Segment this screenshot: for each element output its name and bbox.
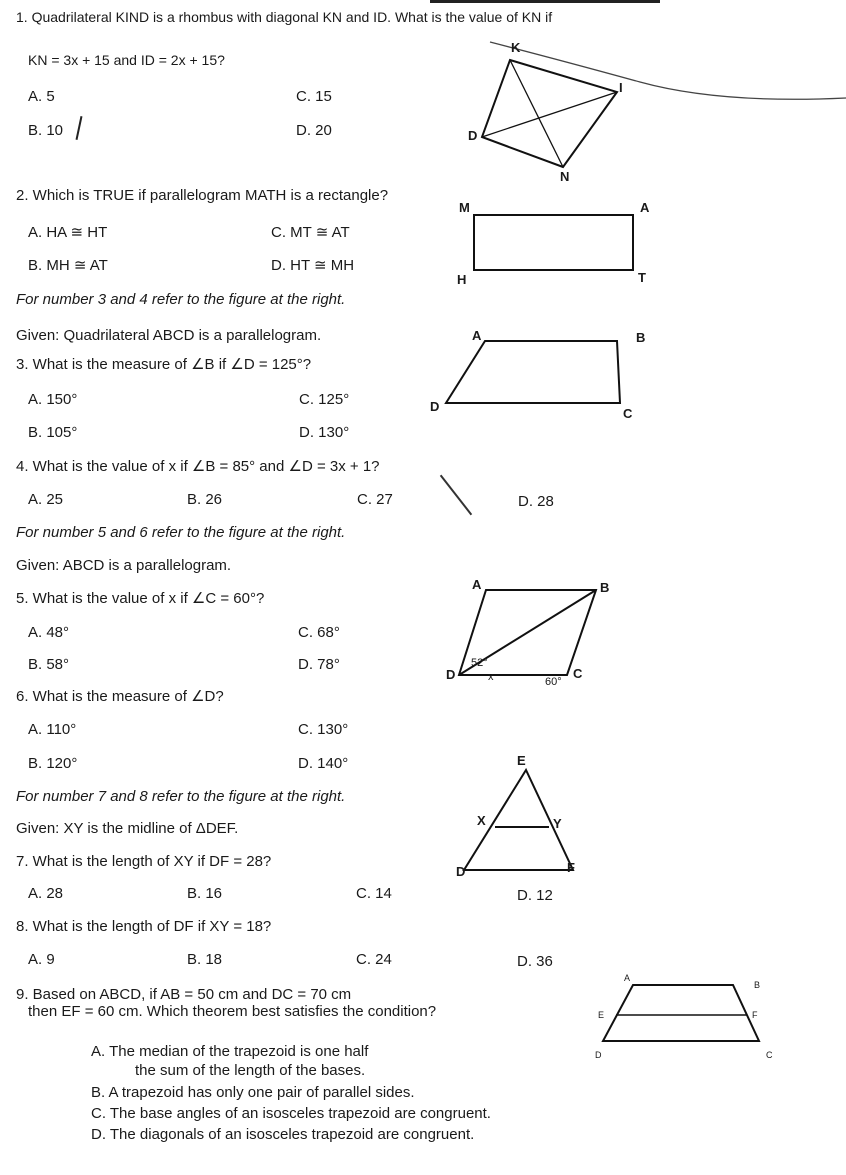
fig34-label-b: B <box>636 330 646 345</box>
q7-choice-c[interactable]: C. 14 <box>356 885 392 902</box>
fig34-label-a: A <box>472 328 482 343</box>
q9-stem-line1: 9. Based on ABCD, if AB = 50 cm and DC = 70 cm <box>16 986 352 1003</box>
q9-fig-label-c: C <box>766 1050 773 1060</box>
q6-choice-a[interactable]: A. 110° <box>28 721 77 738</box>
q1-fig-label-d: D <box>468 128 478 143</box>
fig78-label-y: Y <box>553 816 562 831</box>
q9-choice-a-line2[interactable]: the sum of the length of the bases. <box>135 1062 366 1079</box>
fig56-angle-52: 52° <box>471 657 488 669</box>
q2-choice-c[interactable]: C. MT ≅ AT <box>271 224 350 241</box>
q9-choice-d[interactable]: D. The diagonals of an isosceles trapezoid are congruent. <box>91 1126 475 1143</box>
q9-choice-b[interactable]: B. A trapezoid has only one pair of parallel sides. <box>91 1084 415 1101</box>
q5-choice-b[interactable]: B. 58° <box>28 656 70 673</box>
q9-fig-label-a: A <box>624 973 631 983</box>
q1-choice-d[interactable]: D. 20 <box>296 122 332 139</box>
q6-choice-c[interactable]: C. 130° <box>298 721 349 738</box>
q5-choice-a[interactable]: A. 48° <box>28 624 70 641</box>
q9-fig-label-f: F <box>752 1010 758 1020</box>
q3-choice-a[interactable]: A. 150° <box>28 391 78 408</box>
q2-choice-d[interactable]: D. HT ≅ MH <box>271 257 355 274</box>
q4-choice-a[interactable]: A. 25 <box>28 491 64 508</box>
q2-fig-label-t: T <box>638 270 646 285</box>
q8-choice-c[interactable]: C. 24 <box>356 951 392 968</box>
q5-choice-c[interactable]: C. 68° <box>298 624 340 641</box>
q9-fig-label-e: E <box>598 1010 605 1020</box>
fig56-angle-60: 60° <box>545 676 562 688</box>
q5-choice-d[interactable]: D. 78° <box>298 656 340 673</box>
q1-fig-label-i: I <box>619 80 623 95</box>
q3-stem: 3. What is the measure of ∠B if ∠D = 125°? <box>16 356 312 373</box>
q4-choice-c[interactable]: C. 27 <box>357 491 393 508</box>
q6-choice-d[interactable]: D. 140° <box>298 755 349 772</box>
intro-5-6: For number 5 and 6 refer to the figure at the right. <box>16 524 346 541</box>
fig34-label-d: D <box>430 399 440 414</box>
q2-fig-label-h: H <box>457 272 467 287</box>
fig56-angle-x: x <box>488 671 494 683</box>
q8-choice-a[interactable]: A. 9 <box>28 951 55 968</box>
q8-choice-b[interactable]: B. 18 <box>187 951 223 968</box>
q8-choice-d[interactable]: D. 36 <box>517 953 553 970</box>
q1-stem-line2: KN = 3x + 15 and ID = 2x + 15? <box>28 52 225 68</box>
q5-stem: 5. What is the value of x if ∠C = 60°? <box>16 590 265 607</box>
q3-choice-d[interactable]: D. 130° <box>299 424 350 441</box>
q1-choice-a[interactable]: A. 5 <box>28 88 55 105</box>
q1-fig-label-k: K <box>511 40 521 55</box>
fig34-label-c: C <box>623 406 633 421</box>
q7-stem: 7. What is the length of XY if DF = 28? <box>16 853 272 870</box>
q7-choice-d[interactable]: D. 12 <box>517 887 553 904</box>
fig56-label-d: D <box>446 667 456 682</box>
fig78-label-f: F <box>567 860 575 875</box>
q8-stem: 8. What is the length of DF if XY = 18? <box>16 918 272 935</box>
given-5-6: Given: ABCD is a parallelogram. <box>16 557 232 574</box>
fig56-label-c: C <box>573 666 583 681</box>
q9-fig-label-b: B <box>754 980 761 990</box>
given-7-8: Given: XY is the midline of ΔDEF. <box>16 820 239 837</box>
q6-choice-b[interactable]: B. 120° <box>28 755 78 772</box>
q3-choice-b[interactable]: B. 105° <box>28 424 78 441</box>
fig78-label-e: E <box>517 753 526 768</box>
q9-choice-a-line1[interactable]: A. The median of the trapezoid is one half <box>91 1043 369 1060</box>
q9-choice-c[interactable]: C. The base angles of an isosceles trapezoid are congruent. <box>91 1105 491 1122</box>
q7-choice-a[interactable]: A. 28 <box>28 885 64 902</box>
intro-3-4: For number 3 and 4 refer to the figure at the right. <box>16 291 346 308</box>
q2-choice-a[interactable]: A. HA ≅ HT <box>28 224 108 241</box>
q9-fig-label-d: D <box>595 1050 602 1060</box>
q2-fig-label-a: A <box>640 200 650 215</box>
q2-fig-label-m: M <box>459 200 470 215</box>
q3-choice-c[interactable]: C. 125° <box>299 391 350 408</box>
q4-choice-b[interactable]: B. 26 <box>187 491 223 508</box>
fig78-label-d: D <box>456 864 466 879</box>
q1-fig-label-n: N <box>560 169 570 184</box>
q9-stem-line2: then EF = 60 cm. Which theorem best satisfies the condition? <box>28 1003 437 1020</box>
q6-stem: 6. What is the measure of ∠D? <box>16 688 224 705</box>
q1-stem-line1: 1. Quadrilateral KIND is a rhombus with diagonal KN and ID. What is the value of KN if <box>16 9 553 25</box>
fig78-label-x: X <box>477 813 486 828</box>
q1-choice-c[interactable]: C. 15 <box>296 88 332 105</box>
q4-stem: 4. What is the value of x if ∠B = 85° and ∠D = 3x + 1? <box>16 458 380 475</box>
q1-choice-b[interactable]: B. 10 <box>28 122 64 139</box>
q7-choice-b[interactable]: B. 16 <box>187 885 223 902</box>
q2-choice-b[interactable]: B. MH ≅ AT <box>28 257 108 274</box>
intro-7-8: For number 7 and 8 refer to the figure at the right. <box>16 788 346 805</box>
q4-choice-d[interactable]: D. 28 <box>518 493 554 510</box>
given-3-4: Given: Quadrilateral ABCD is a parallelogram. <box>16 327 322 344</box>
fig56-label-a: A <box>472 577 482 592</box>
q2-stem: 2. Which is TRUE if parallelogram MATH is a rectangle? <box>16 187 389 204</box>
fig56-label-b: B <box>600 580 610 595</box>
